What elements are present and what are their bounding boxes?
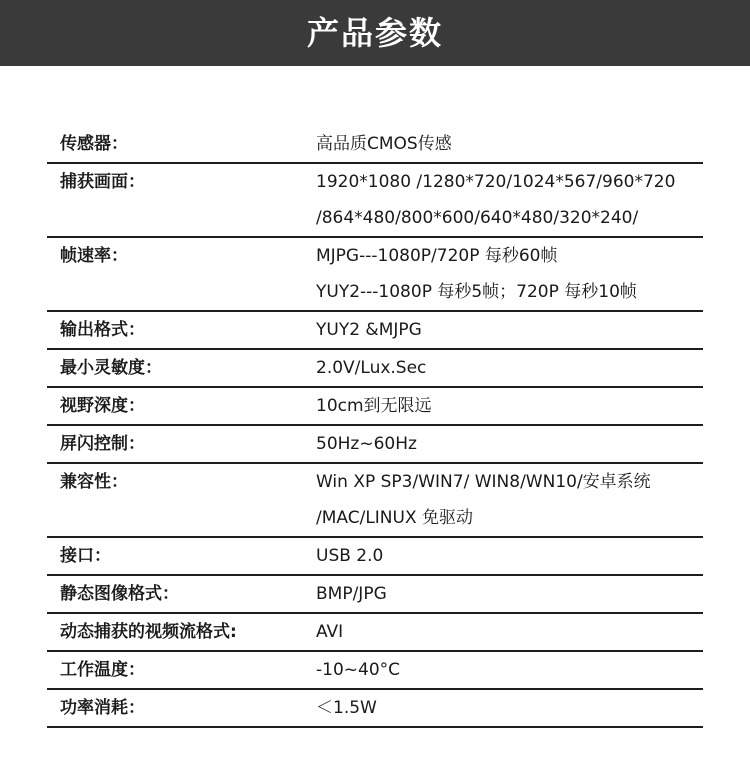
spec-value: 50Hz~60Hz <box>316 434 417 454</box>
spec-label: 帧速率： <box>60 246 128 266</box>
spec-row-video-stream-format <box>47 614 703 652</box>
spec-value: -10~40°C <box>316 660 401 680</box>
spec-value: Win XP SP3/WIN7/ WIN8/WN10/安卓系统 <box>316 472 651 492</box>
spec-value: ＜1.5W <box>316 698 377 718</box>
spec-label: 视野深度： <box>60 396 145 416</box>
spec-label: 传感器： <box>60 134 128 154</box>
spec-label: 功率消耗： <box>60 698 145 718</box>
spec-row-power-consumption <box>47 690 703 728</box>
spec-value: /MAC/LINUX 免驱动 <box>316 508 474 528</box>
spec-value: MJPG---1080P/720P 每秒60帧 <box>316 246 558 266</box>
spec-row-capture-resolution <box>47 164 703 238</box>
spec-value: BMP/JPG <box>316 584 387 604</box>
spec-row-sensor <box>47 126 703 164</box>
spec-row-operating-temperature <box>47 652 703 690</box>
spec-value: 高品质CMOS传感 <box>316 134 452 154</box>
spec-value: 2.0V/Lux.Sec <box>316 358 427 378</box>
spec-label: 捕获画面： <box>60 172 145 192</box>
page-title: 产品参数 <box>306 14 443 52</box>
spec-row-still-image-format <box>47 576 703 614</box>
spec-label: 静态图像格式： <box>60 584 179 604</box>
spec-value: 10cm到无限远 <box>316 396 432 416</box>
spec-row-output-format <box>47 312 703 350</box>
spec-label: 接口： <box>60 546 111 566</box>
spec-row-compatibility <box>47 464 703 538</box>
spec-label: 兼容性： <box>60 472 128 492</box>
spec-label: 屏闪控制： <box>60 434 145 454</box>
spec-label: 输出格式： <box>60 320 145 340</box>
spec-value: /864*480/800*600/640*480/320*240/ <box>316 208 639 228</box>
spec-label: 动态捕获的视频流格式: <box>60 622 237 642</box>
spec-row-flicker-control <box>47 426 703 464</box>
spec-label: 最小灵敏度： <box>60 358 162 378</box>
spec-row-depth-of-field <box>47 388 703 426</box>
spec-row-interface <box>47 538 703 576</box>
spec-table <box>47 126 703 728</box>
spec-value: AVI <box>316 622 344 642</box>
spec-row-frame-rate <box>47 238 703 312</box>
spec-row-min-sensitivity <box>47 350 703 388</box>
spec-value: USB 2.0 <box>316 546 384 566</box>
header-bar <box>0 0 750 66</box>
spec-value: YUY2---1080P 每秒5帧；720P 每秒10帧 <box>316 282 637 302</box>
spec-value: YUY2 &MJPG <box>316 320 422 340</box>
spec-value: 1920*1080 /1280*720/1024*567/960*720 <box>316 172 676 192</box>
spec-label: 工作温度： <box>60 660 145 680</box>
